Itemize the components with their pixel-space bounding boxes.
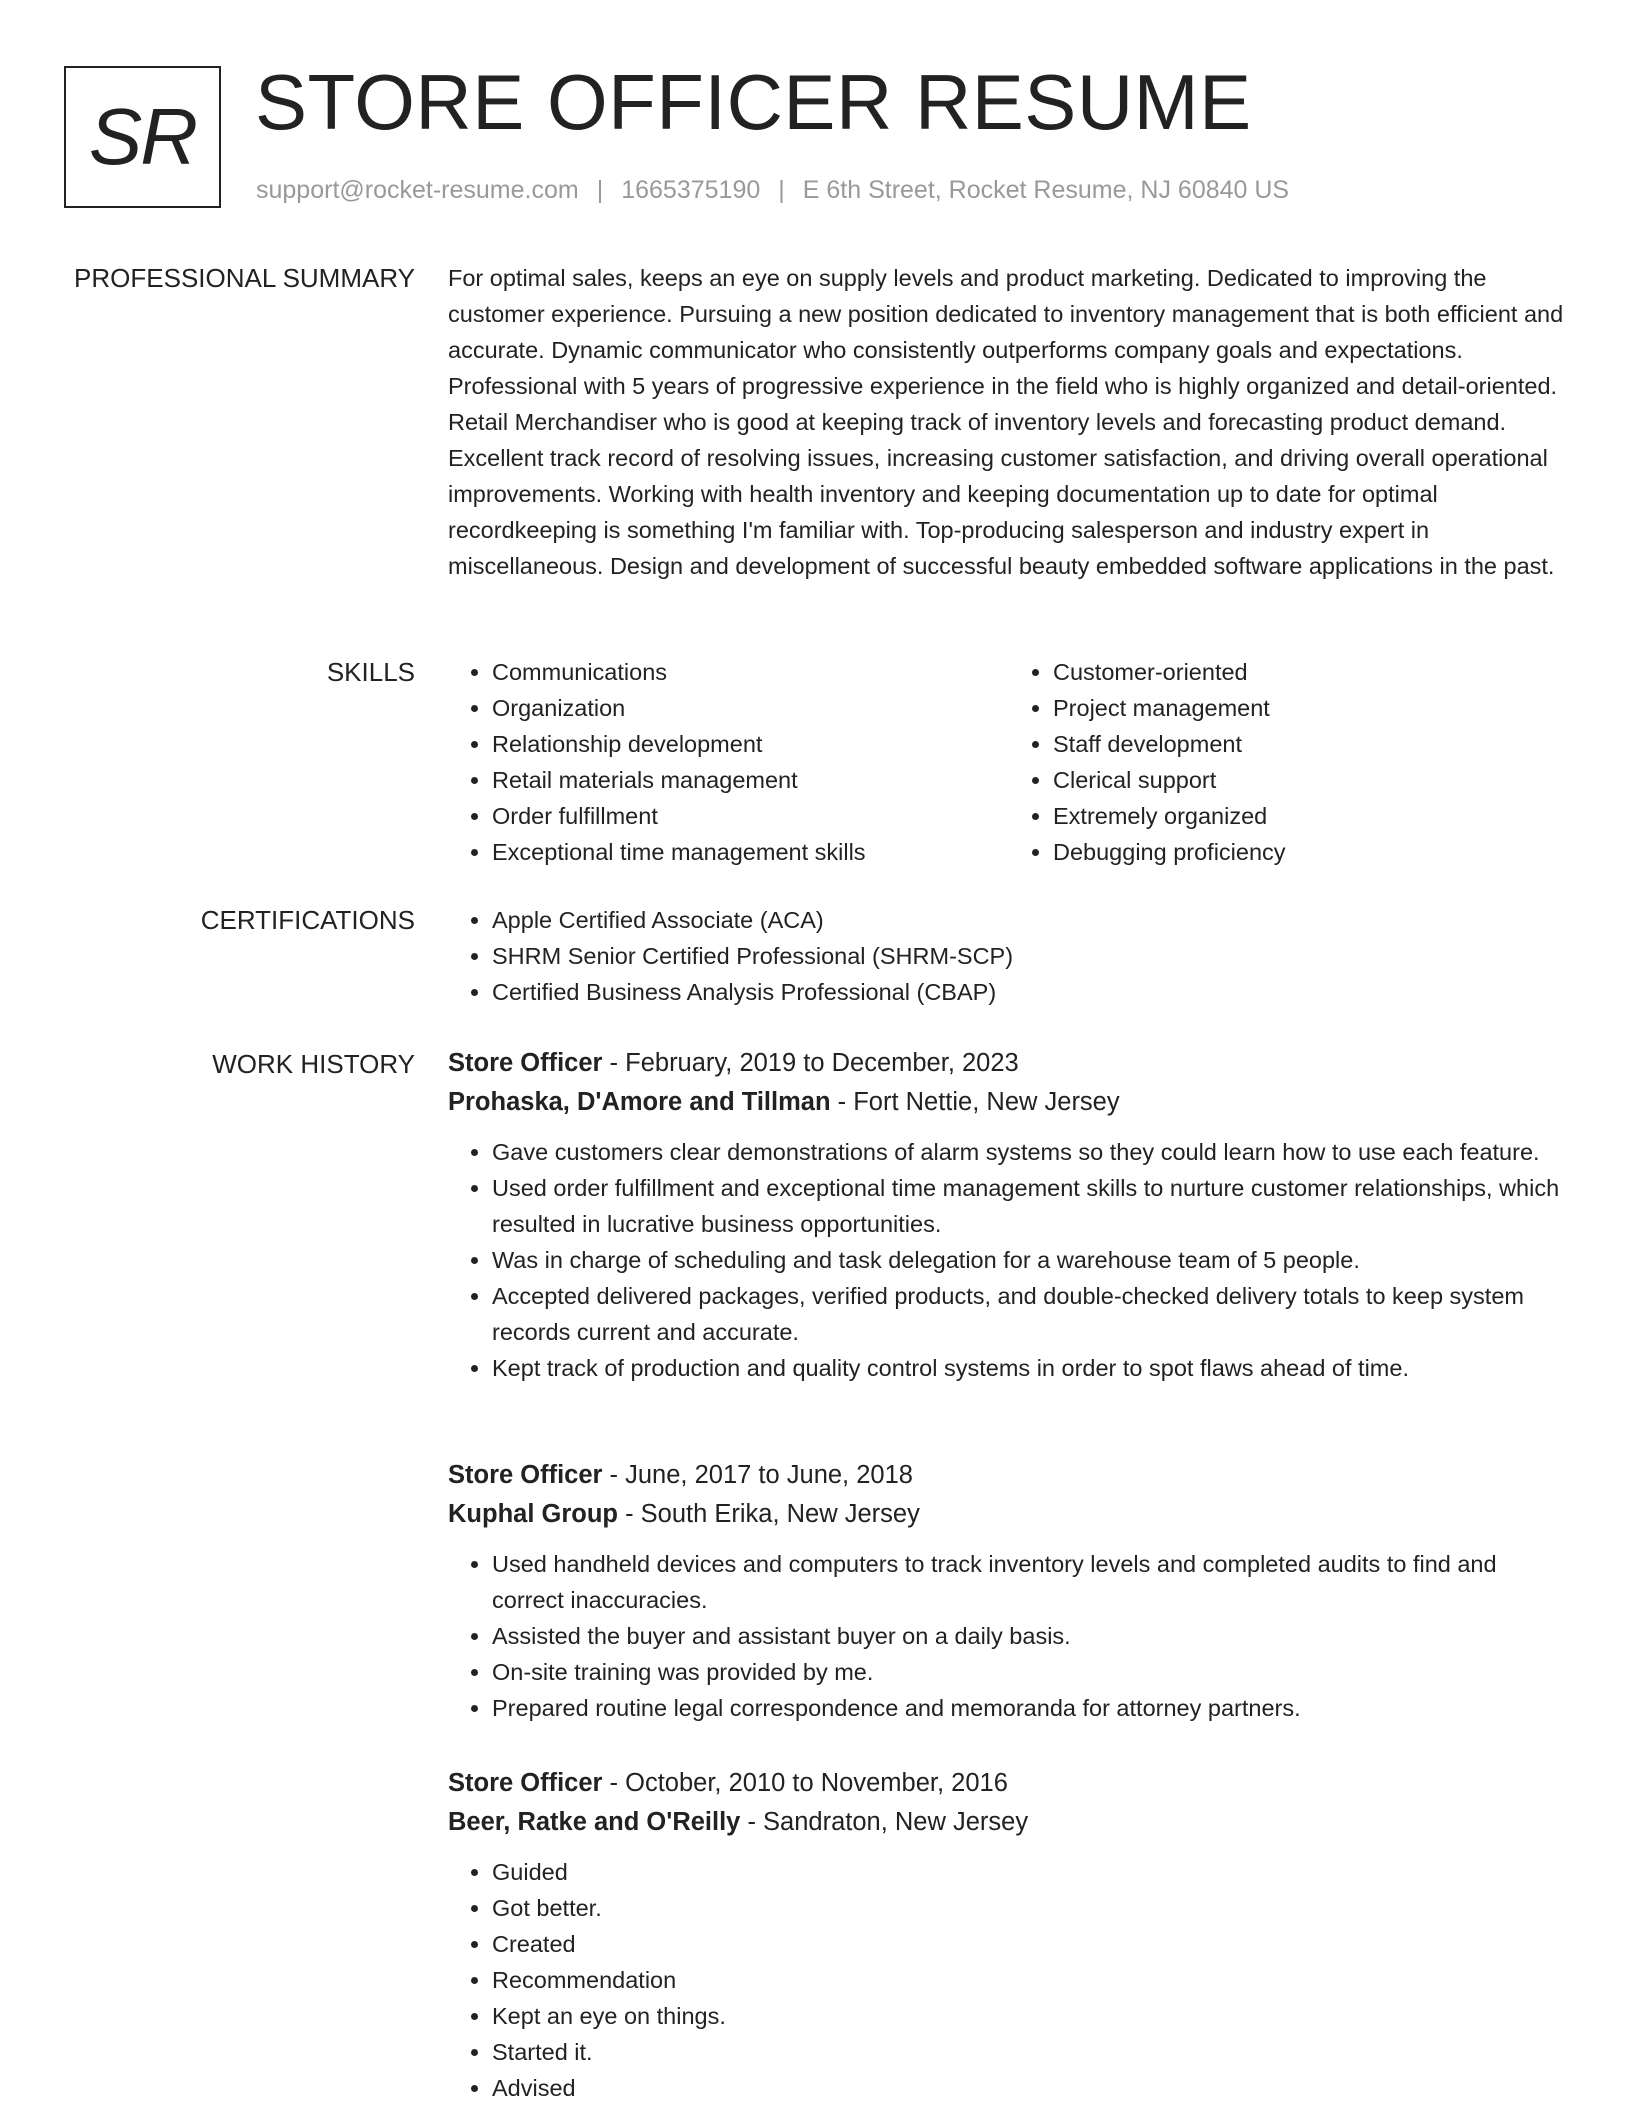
job-bullet: • Started it. [492,2034,1570,2070]
job-location: - Fort Nettie, New Jersey [830,1088,1120,1116]
job-bullets [448,1854,1570,2106]
job-bullet: • Used order fulfillment and exceptional time management skills to nurture customer relationships, which resulted in lucrative business opportunities. [492,1170,1570,1242]
monogram-logo: SR [64,66,221,208]
job-location: - Sandraton, New Jersey [740,1808,1029,1836]
summary-content [448,260,1570,584]
skill-item: • Extremely organized [1053,798,1570,834]
skills-list-left [448,654,1009,870]
certifications-content [448,902,1570,1010]
contact-separator: | [596,176,604,204]
contact-phone[interactable]: 1665375190 [621,176,761,204]
job-company: Prohaska, D'Amore and Tillman [448,1088,831,1116]
work-label: WORK HISTORY [212,1049,415,1079]
skill-item: • Retail materials management [492,762,1009,798]
skill-item: • Communications [492,654,1009,690]
job-bullet: • Accepted delivered packages, verified products, and double-checked delivery totals to keep system records current and accurate. [492,1278,1570,1350]
skills-list-right [1009,654,1570,870]
page-title: STORE OFFICER RESUME [255,58,1252,146]
job-bullets [448,1546,1570,1726]
summary-text: For optimal sales, keeps an eye on supply levels and product marketing. Dedicated to improving the customer experience. Pursuing a new position dedicated to inventory management that is both efficient and accurate. Dynamic communicator who consistently outperforms company goals and expectations. Professional with 5 years of progressive experience in the field who is highly organized and detail-oriented. Retail Merchandiser who is good at keeping track of inventory levels and forecasting product demand. Excellent track record of resolving issues, increasing customer satisfaction, and driving overall operational improvements. Working with health inventory and keeping documentation up to date for optimal recordkeeping is something I'm familiar with. Top-producing salesperson and industry expert in miscellaneous. Design and development of successful beauty embedded software applications in the past. [448,265,1564,579]
job-entry [448,1456,1570,1726]
skill-item: • Clerical support [1053,762,1570,798]
job-heading [448,1456,1570,1494]
job-title: Store Officer [448,1049,603,1077]
job-title: Store Officer [448,1461,603,1489]
job-bullet: • Prepared routine legal correspondence and memoranda for attorney partners. [492,1690,1570,1726]
job-bullet: • Got better. [492,1890,1570,1926]
skill-item: • Staff development [1053,726,1570,762]
job-dates: - June, 2017 to June, 2018 [602,1461,913,1489]
job-bullet: • Assisted the buyer and assistant buyer on a daily basis. [492,1618,1570,1654]
job-entry [448,1764,1570,2106]
job-bullet: • Recommendation [492,1962,1570,1998]
job-company-line [448,1082,1570,1122]
skill-item: • Customer-oriented [1053,654,1570,690]
skill-item: • Organization [492,690,1009,726]
job-dates: - February, 2019 to December, 2023 [602,1049,1019,1077]
job-bullet: • Kept an eye on things. [492,1998,1570,2034]
certifications-list [448,902,1570,1010]
job-title: Store Officer [448,1769,603,1797]
contact-separator: | [778,176,785,204]
job-bullet: • Used handheld devices and computers to track inventory levels and completed audits to find and correct inaccuracies. [492,1546,1570,1618]
job-bullet: • Kept track of production and quality control systems in order to spot flaws ahead of time. [492,1350,1570,1386]
skill-item: • Exceptional time management skills [492,834,1009,870]
job-entry [448,1044,1570,1386]
job-dates: - October, 2010 to November, 2016 [602,1769,1008,1797]
certifications-label: CERTIFICATIONS [200,905,415,935]
contact-email[interactable]: support@rocket-resume.com [256,176,579,204]
contact-line [256,176,1289,205]
job-location: - South Erika, New Jersey [617,1500,920,1528]
summary-label: PROFESSIONAL SUMMARY [74,263,415,293]
skills-label: SKILLS [326,657,415,687]
skills-content [448,654,1570,870]
job-company: Beer, Ratke and O'Reilly [448,1808,741,1836]
contact-address: E 6th Street, Rocket Resume, NJ 60840 US [802,176,1290,204]
job-company-line [448,1494,1570,1534]
job-bullet: • Advised [492,2070,1570,2106]
certification-item: • SHRM Senior Certified Professional (SHRM-SCP) [492,938,1570,974]
skill-item: • Project management [1053,690,1570,726]
skill-item: • Order fulfillment [492,798,1009,834]
certification-item: • Apple Certified Associate (ACA) [492,902,1570,938]
skill-item: • Debugging proficiency [1053,834,1570,870]
skill-item: • Relationship development [492,726,1009,762]
certification-item: • Certified Business Analysis Professional (CBAP) [492,974,1570,1010]
job-heading [448,1044,1570,1082]
job-heading [448,1764,1570,1802]
job-bullet: • On-site training was provided by me. [492,1654,1570,1690]
job-bullets [448,1134,1570,1386]
job-company: Kuphal Group [448,1500,618,1528]
job-bullet: • Created [492,1926,1570,1962]
job-bullet: • Was in charge of scheduling and task delegation for a warehouse team of 5 people. [492,1242,1570,1278]
job-bullet: • Gave customers clear demonstrations of alarm systems so they could learn how to use each feature. [492,1134,1570,1170]
job-bullet: • Guided [492,1854,1570,1890]
job-company-line [448,1802,1570,1842]
